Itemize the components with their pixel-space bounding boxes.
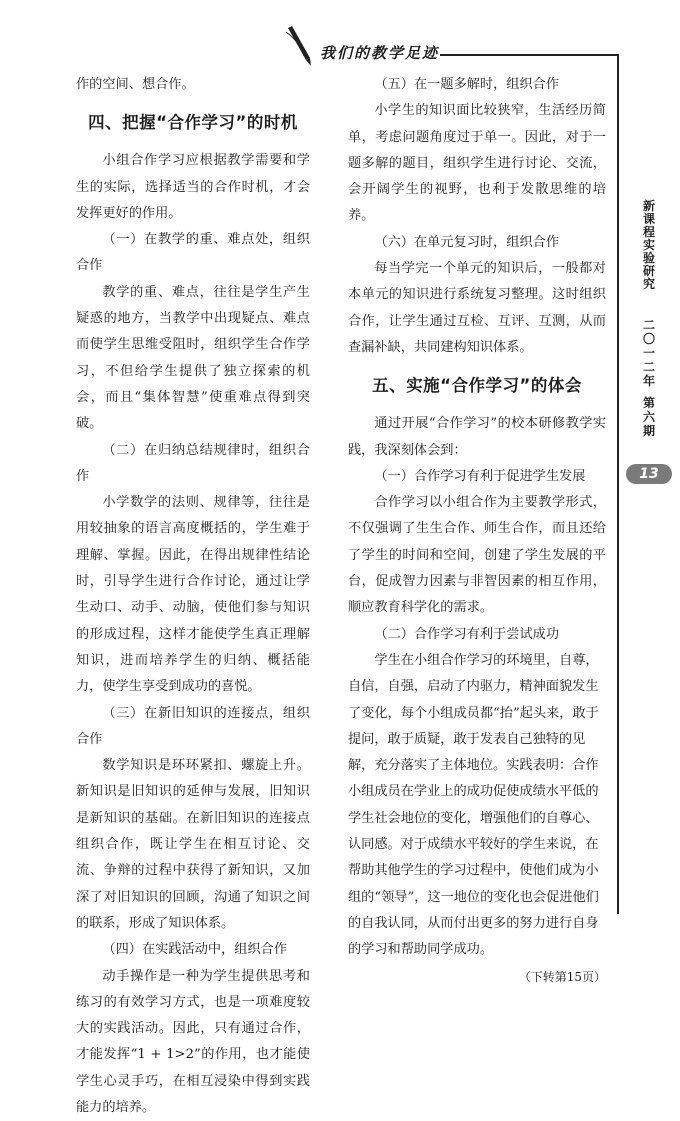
year-char: 一 [622,346,676,360]
right-column [348,72,606,990]
journal-char: 验 [622,252,676,265]
continuation-text: 作的空间、想合作。 [76,72,310,98]
paragraph [348,648,606,964]
year-char: 二 [622,360,676,374]
subheading: （五）在一题多解时，组织合作 [348,72,606,98]
subheading: （二）在归纳总结规律时，组织合作 [76,438,310,491]
page-header [0,0,680,78]
left-column [76,72,310,1121]
page-number: 13 [626,464,672,484]
section-heading-4: 四、把握“合作学习”的时机 [76,108,310,138]
journal-char: 新 [622,200,676,213]
issue-char: 六 [622,410,676,424]
subheading: （二）合作学习有利于尝试成功 [348,622,606,648]
paragraph: 通过开展“合作学习”的校本研修教学实践，我深刻体会到： [348,411,606,464]
margin-rule [617,54,619,914]
issue-char: 第 [622,396,676,410]
spacer [622,388,676,396]
journal-char: 研 [622,265,676,278]
subheading: （三）在新旧知识的连接点，组织合作 [76,701,310,754]
subheading: （四）在实践活动中，组织合作 [76,937,310,963]
subheading: （六）在单元复习时，组织合作 [348,230,606,256]
paragraph: 小组合作学习应根据教学需要和学生的实际，选择适当的合作时机，才会发挥更好的作用。 [76,148,310,227]
journal-char: 程 [622,226,676,239]
header-title: 我们的教学足迹 [320,42,439,63]
paragraph: 小学数学的法则、规律等，往往是用较抽象的语言高度概括的，学生难于理解、掌握。因此，在得出规律性结论时，引导学生进行合作讨论，通过让学生动口、动手、动脑，使他们参与知识的形成过程，这样才能使学生真正理解知识，进而培养学生的归纳、概括能力，使学生享受到成功的喜悦。 [76,490,310,700]
journal-char: 实 [622,239,676,252]
section-heading-5: 五、实施“合作学习”的体会 [348,371,606,401]
header-rule [440,54,618,56]
paragraph: 教学的重、难点，往往是学生产生疑惑的地方，当教学中出现疑点、难点而使学生思维受阻时，组织学生合作学习，不但给学生提供了独立探索的机会，而且“集体智慧”使重难点得到突破。 [76,280,310,438]
pen-icon [284,26,318,70]
year-char: 二 [622,318,676,332]
year-char: 年 [622,374,676,388]
issue-char: 期 [622,424,676,438]
journal-char: 课 [622,213,676,226]
paragraph: 每当学完一个单元的知识后，一般都对本单元的知识进行系统复习整理。这时组织合作，让学生通过互检、互评、互测，从而查漏补缺，共同建构知识体系。 [348,256,606,361]
paragraph: 合作学习以小组合作为主要教学形式，不仅强调了生生合作、师生合作，而且还给了学生的时间和空间，创建了学生发展的平台，促成智力因素与非智因素的相互作用，顺应教育科学化的需求。 [348,490,606,621]
issue-info [622,318,676,438]
paragraph-text: 学生在小组合作学习的环境里，自尊，自信，自强，启动了内驱力，精神面貌发生了变化，每个小组成员都“抬”起头来，敢于提问，敢于质疑，敢于发表自己独特的见解，充分落实了主体地位。实践表明：合作小组成员在学业上的成功促使成绩水平低的学生社会地位的变化，增强他们的自尊心、认同感。对于成绩水平较好的学生来说，在帮助其他学生的学习过程中，使他们成为小组的“领导”，这一地位的变化也会促进他们的自我认同，从而付出更多的努力进行自身的学习和帮助同学成功。 [348,653,599,957]
continued-note: （下转第15页） [492,964,606,990]
year-char: 〇 [622,332,676,346]
journal-name [622,200,676,291]
subheading: （一）在教学的重、难点处，组织合作 [76,227,310,280]
subheading: （一）合作学习有利于促进学生发展 [348,464,606,490]
paragraph: 小学生的知识面比较狭窄，生活经历简单，考虑问题角度过于单一。因此，对于一题多解的题目，组织学生进行讨论、交流，会开阔学生的视野，也利于发散思维的培养。 [348,98,606,229]
journal-char: 究 [622,278,676,291]
paragraph: 数学知识是环环紧扣、螺旋上升。新知识是旧知识的延伸与发展，旧知识是新知识的基础。在新旧知识的连接点组织合作，既让学生在相互讨论、交流、争辩的过程中获得了新知识，又加深了对旧知识的回顾，沟通了知识之间的联系，形成了知识体系。 [76,753,310,937]
paragraph: 动手操作是一种为学生提供思考和练习的有效学习方式，也是一项难度较大的实践活动。因此，只有通过合作，才能发挥“1 + 1>2”的作用，也才能使学生心灵手巧，在相互浸染中得到实践能力的培养。 [76,964,310,1121]
